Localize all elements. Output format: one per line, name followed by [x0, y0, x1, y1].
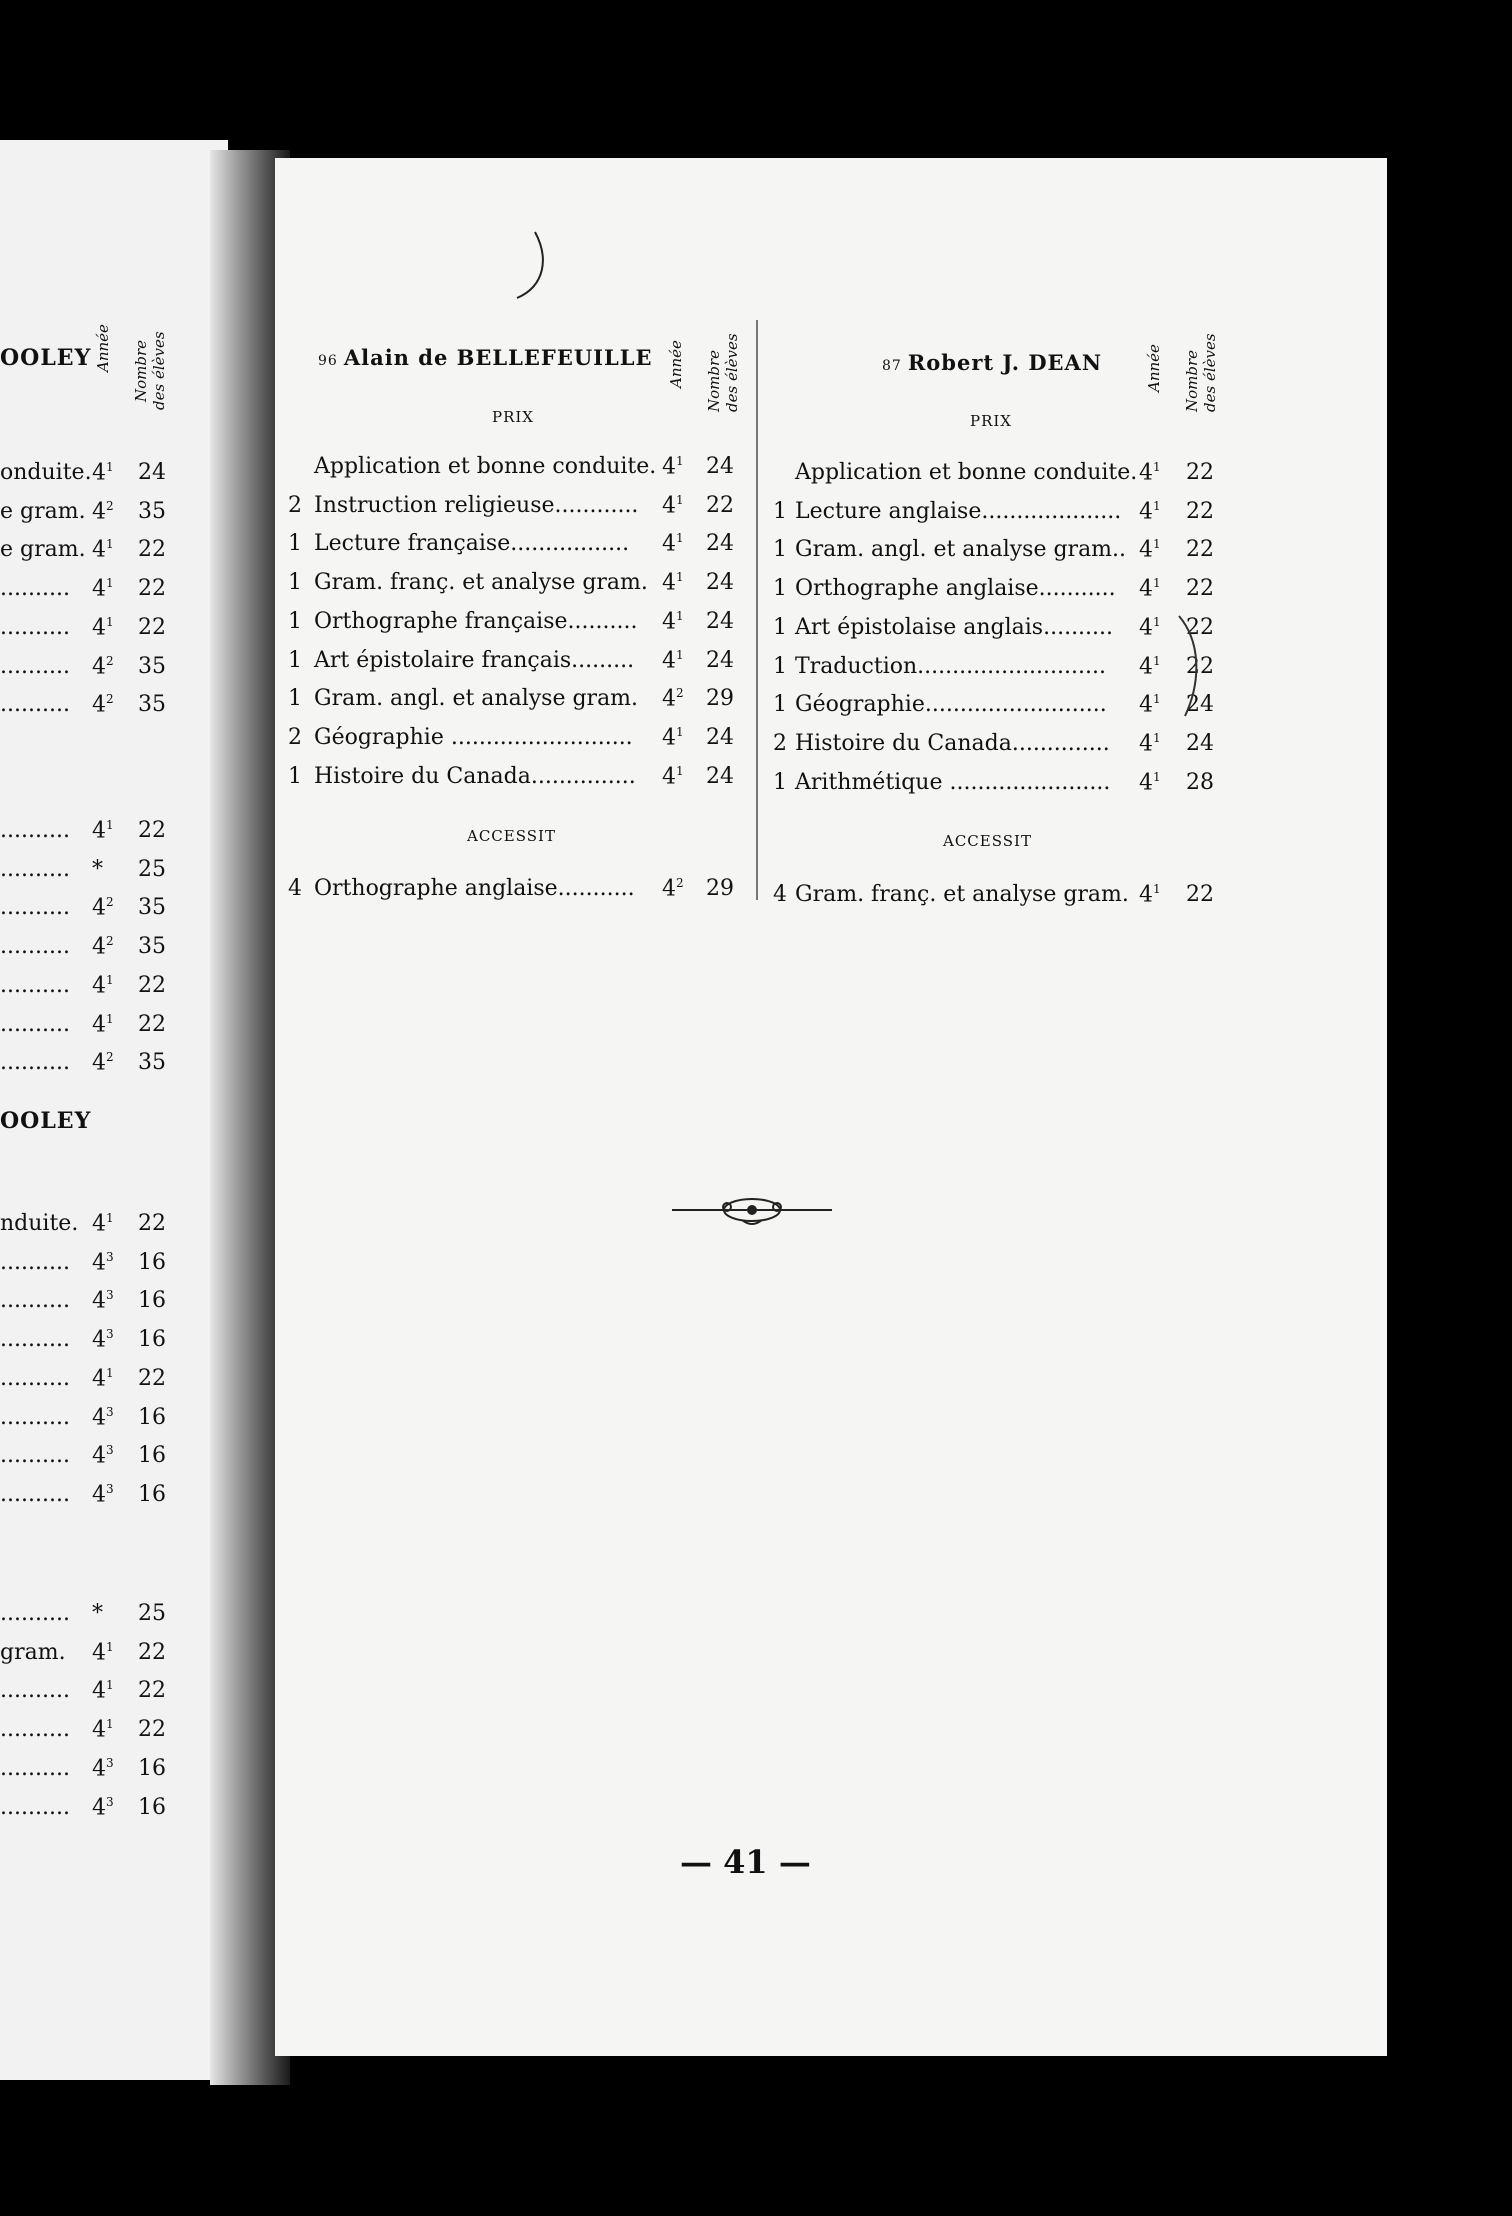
left-group4-count: 25	[138, 1601, 166, 1626]
left-group3-year-value: 4	[92, 1404, 106, 1430]
left-group1-year	[92, 692, 114, 717]
student-a-prix-year-sup: 1	[676, 492, 684, 507]
left-group3-text: ..........	[0, 1249, 70, 1275]
left-group3-year	[92, 1366, 114, 1391]
left-group3-year-value: 4	[92, 1211, 106, 1237]
student-a-prix-rank: 1	[288, 647, 302, 673]
left-group3-count: 16	[138, 1249, 166, 1275]
student-a-prix-rank: 1	[288, 763, 302, 789]
left-group1-count: 22	[138, 576, 166, 602]
left-group4-year-value: *	[92, 1601, 103, 1626]
left-group1-text: e gram.	[0, 498, 86, 524]
left-group2-text: ..........	[0, 972, 70, 998]
student-a-col-header-year: Année	[667, 340, 685, 388]
left-group3-text: ..........	[0, 1443, 70, 1469]
student-b-prix-rank: 1	[773, 537, 787, 563]
student-a-prix-subject: Lecture française.................	[314, 531, 630, 557]
student-b-prix-subject: Art épistolaise anglais..........	[795, 614, 1114, 640]
student-b-prix-year-sup: 1	[1153, 614, 1161, 629]
left-group3-year-value: 4	[92, 1482, 106, 1508]
student-b-accessit-year-value: 4	[1139, 882, 1153, 908]
student-a-prix-rank: 1	[288, 570, 302, 596]
student-a-col-header-count-2: des élèves	[723, 333, 741, 412]
left-group4-year	[92, 1756, 114, 1781]
left-group2-text: ..........	[0, 1050, 70, 1076]
left-group1-year-sup: 2	[106, 692, 114, 707]
student-b-prix-year-sup: 1	[1153, 769, 1161, 784]
left-group2-year-value: *	[92, 856, 103, 882]
column-divider	[756, 320, 758, 900]
left-group1-year	[92, 654, 114, 679]
student-b-prix-year-value: 4	[1139, 537, 1153, 563]
left-group3-year-sup: 1	[106, 1211, 114, 1225]
student-a-prix-count: 24	[706, 724, 734, 750]
student-a-prix-year-sup: 2	[676, 686, 684, 701]
student-a-prix-year	[662, 570, 684, 595]
left-group4-year	[92, 1601, 103, 1626]
student-b-prix-year	[1139, 654, 1161, 679]
student-b-prix-subject: Géographie..........................	[795, 692, 1107, 718]
left-group4-year-value: 4	[92, 1640, 106, 1666]
student-b-prix-subject: Traduction...........................	[795, 653, 1106, 679]
left-group3-year	[92, 1288, 114, 1313]
student-b-prix-rank: 1	[773, 576, 787, 602]
student-a-prix-count: 24	[706, 608, 734, 634]
student-a-prix-subject: Gram. franç. et analyse gram.	[314, 570, 648, 596]
left-group1-year	[92, 576, 114, 601]
student-a-prix-year-sup: 1	[676, 454, 684, 468]
left-group3-count: 16	[138, 1404, 166, 1430]
left-group2-year	[92, 857, 103, 882]
student-a-prix-year-value: 4	[662, 609, 676, 635]
student-a-prix-count: 22	[706, 492, 734, 518]
student-b-prix-year	[1139, 499, 1161, 524]
student-a-prix-count: 24	[706, 647, 734, 673]
student-b-prix-year-value: 4	[1139, 731, 1153, 757]
right-page	[275, 158, 1387, 2056]
left-group4-text: ..........	[0, 1601, 70, 1626]
left-group1-count: 22	[138, 614, 166, 640]
student-a-number: 96	[318, 353, 338, 369]
left-group1-year-value: 4	[92, 499, 106, 525]
left-group4-year	[92, 1640, 114, 1665]
ornament-divider-icon	[672, 1190, 832, 1230]
pen-mark	[515, 228, 555, 303]
student-b-prix-rank: 1	[773, 692, 787, 718]
left-group4-count: 22	[138, 1678, 166, 1704]
left-group1-text: ..........	[0, 692, 70, 718]
student-b-col-header-count-2: des élèves	[1201, 333, 1219, 412]
student-a-prix-year	[662, 609, 684, 634]
left-group4-count: 16	[138, 1794, 166, 1820]
left-group3-count: 22	[138, 1211, 166, 1236]
left-group1-text: ..........	[0, 614, 70, 640]
left-group3-year-value: 4	[92, 1366, 106, 1392]
pencil-bracket-mark	[1175, 612, 1215, 722]
left-group3-year-value: 4	[92, 1288, 106, 1314]
student-b-prix-year-value: 4	[1139, 460, 1153, 486]
left-group2-text: ..........	[0, 934, 70, 960]
left-group2-year-sup: 2	[106, 934, 114, 949]
student-a-name: Alain de BELLEFEUILLE	[343, 345, 653, 370]
student-a-prix-year-value: 4	[662, 763, 676, 789]
student-a-prix-subject: Application et bonne conduite.	[314, 454, 657, 479]
student-b-prix-count: 24	[1186, 730, 1214, 756]
student-b-prix-year	[1139, 537, 1161, 562]
left-group3-year	[92, 1482, 114, 1507]
student-b-prix-count: 22	[1186, 576, 1214, 602]
student-a-col-header-count-1: Nombre	[705, 349, 723, 412]
left-group3-year	[92, 1327, 114, 1352]
student-a-prix-year	[662, 686, 684, 711]
student-b-prix-subject: Application et bonne conduite.	[795, 460, 1138, 485]
student-a-prix-rank: 2	[288, 724, 302, 750]
left-group3-year-value: 4	[92, 1250, 106, 1276]
left-group1-year-value: 4	[92, 576, 106, 602]
left-group3-year-value: 4	[92, 1443, 106, 1469]
left-group3-year-sup: 3	[106, 1443, 114, 1458]
student-b-heading	[882, 350, 1102, 375]
student-a-prix-rank: 1	[288, 531, 302, 557]
left-col-header-count-1: Nombre	[132, 339, 150, 402]
left-group1-year	[92, 615, 114, 640]
left-group2-count: 22	[138, 818, 166, 843]
student-a-prix-year-sup: 1	[676, 724, 684, 739]
left-group1-year	[92, 460, 114, 485]
left-group2-year	[92, 1012, 114, 1037]
student-b-prix-year	[1139, 731, 1161, 756]
left-group3-count: 16	[138, 1481, 166, 1507]
student-b-accessit-rank: 4	[773, 882, 787, 907]
student-a-accessit-subject: Orthographe anglaise...........	[314, 876, 635, 901]
left-group3-text: nduite.	[0, 1211, 79, 1236]
left-group4-year-sup: 3	[106, 1755, 114, 1770]
student-b-prix-year	[1139, 615, 1161, 640]
left-group3-year	[92, 1250, 114, 1275]
student-a-prix-rank: 2	[288, 492, 302, 518]
left-group3-year-sup: 3	[106, 1249, 114, 1264]
left-group3-year	[92, 1443, 114, 1468]
student-a-prix-subject: Gram. angl. et analyse gram.	[314, 686, 639, 712]
left-group2-year-sup: 1	[106, 818, 114, 832]
student-a-accessit-count: 29	[706, 876, 734, 901]
student-a-accessit-year-sup: 2	[676, 876, 684, 890]
left-group2-year-value: 4	[92, 934, 106, 960]
left-group3-count: 16	[138, 1288, 166, 1314]
left-group4-text: ..........	[0, 1717, 70, 1743]
left-group3-text: ..........	[0, 1288, 70, 1314]
student-b-prix-year	[1139, 692, 1161, 717]
student-a-prix-year-value: 4	[662, 531, 676, 557]
page-number: — 41 —	[680, 1843, 811, 1881]
student-b-prix-label: PRIX	[970, 412, 1012, 430]
student-b-prix-subject: Lecture anglaise....................	[795, 498, 1122, 524]
student-b-number: 87	[882, 358, 902, 374]
student-b-prix-rank: 1	[773, 498, 787, 524]
student-a-prix-year-sup: 1	[676, 763, 684, 778]
left-group2-year-sup: 2	[106, 895, 114, 910]
left-group4-year-value: 4	[92, 1717, 106, 1743]
left-group1-year-value: 4	[92, 537, 106, 563]
student-b-prix-subject: Gram. angl. et analyse gram..	[795, 537, 1127, 563]
left-group2-text: ..........	[0, 895, 70, 921]
student-b-prix-year-value: 4	[1139, 576, 1153, 602]
student-b-prix-rank: 1	[773, 653, 787, 679]
left-group1-count: 22	[138, 537, 166, 563]
left-group3-text: ..........	[0, 1365, 70, 1391]
left-group3-count: 16	[138, 1327, 166, 1353]
student-a-prix-year-value: 4	[662, 647, 676, 673]
left-group2-year-sup: 1	[106, 972, 114, 987]
student-a-prix-year-value: 4	[662, 570, 676, 596]
left-group3-year-sup: 1	[106, 1365, 114, 1380]
student-a-prix-subject: Géographie ..........................	[314, 724, 633, 750]
student-b-prix-year-value: 4	[1139, 499, 1153, 525]
left-group3-year	[92, 1405, 114, 1430]
left-group3-year-sup: 3	[106, 1481, 114, 1496]
left-group3-text: ..........	[0, 1404, 70, 1430]
student-a-heading	[318, 345, 653, 370]
left-group4-year-sup: 1	[106, 1678, 114, 1693]
left-group3-text: ..........	[0, 1481, 70, 1507]
left-group1-year-sup: 1	[106, 576, 114, 591]
student-b-prix-count: 28	[1186, 769, 1214, 795]
student-a-prix-count: 29	[706, 686, 734, 712]
student-b-prix-year	[1139, 460, 1161, 485]
left-group2-count: 22	[138, 972, 166, 998]
student-a-prix-count: 24	[706, 763, 734, 789]
left-group2-year	[92, 934, 114, 959]
left-group4-text: ..........	[0, 1678, 70, 1704]
left-group3-count: 16	[138, 1443, 166, 1469]
left-group2-year-value: 4	[92, 1050, 106, 1076]
student-b-prix-year-sup: 1	[1153, 576, 1161, 591]
left-group2-text: ..........	[0, 818, 70, 843]
left-group3-year-sup: 3	[106, 1404, 114, 1419]
student-b-prix-rank: 1	[773, 614, 787, 640]
left-group4-year-sup: 1	[106, 1639, 114, 1654]
left-group3-year-sup: 3	[106, 1327, 114, 1342]
student-a-prix-year	[662, 725, 684, 750]
left-group1-year-value: 4	[92, 692, 106, 718]
student-a-prix-count: 24	[706, 454, 734, 479]
left-group3-year-sup: 3	[106, 1288, 114, 1303]
student-a-prix-year-value: 4	[662, 725, 676, 751]
left-group2-year-value: 4	[92, 895, 106, 921]
student-b-accessit-year	[1139, 882, 1161, 907]
student-b-accessit-count: 22	[1186, 882, 1214, 907]
student-a-prix-year-value: 4	[662, 454, 676, 480]
left-group2-count: 35	[138, 934, 166, 960]
left-title-mid: OOLEY	[0, 1108, 92, 1134]
left-group4-year	[92, 1795, 114, 1820]
student-b-prix-rank: 1	[773, 769, 787, 795]
left-group2-year	[92, 973, 114, 998]
left-group2-year-sup: 2	[106, 1050, 114, 1065]
left-group2-count: 35	[138, 895, 166, 921]
student-a-prix-year	[662, 493, 684, 518]
left-group4-text: gram.	[0, 1639, 66, 1665]
left-group4-text: ..........	[0, 1755, 70, 1781]
left-group4-count: 22	[138, 1717, 166, 1743]
student-a-prix-label: PRIX	[492, 408, 534, 426]
student-b-prix-count: 24	[1186, 692, 1214, 718]
left-group4-year-sup: 3	[106, 1794, 114, 1809]
student-b-prix-year-sup: 1	[1153, 498, 1161, 513]
left-group1-text: ..........	[0, 653, 70, 679]
left-group3-text: ..........	[0, 1327, 70, 1353]
student-b-prix-count: 22	[1186, 537, 1214, 563]
student-b-prix-count: 22	[1186, 614, 1214, 640]
student-b-col-header-count-1: Nombre	[1183, 349, 1201, 412]
left-group1-text: onduite.	[0, 460, 92, 485]
left-group1-count: 35	[138, 653, 166, 679]
student-b-prix-year-sup: 1	[1153, 537, 1161, 552]
left-group1-count: 35	[138, 498, 166, 524]
left-group4-year	[92, 1678, 114, 1703]
student-b-accessit-subject: Gram. franç. et analyse gram.	[795, 882, 1129, 907]
student-b-prix-year	[1139, 576, 1161, 601]
left-group1-year-sup: 1	[106, 614, 114, 629]
student-a-prix-subject: Art épistolaire français.........	[314, 647, 635, 673]
left-group4-year-value: 4	[92, 1794, 106, 1820]
student-b-accessit-label: ACCESSIT	[943, 832, 1032, 850]
left-group1-text: e gram.	[0, 537, 86, 563]
student-a-prix-year-value: 4	[662, 686, 676, 712]
student-b-prix-subject: Arithmétique .......................	[795, 769, 1111, 795]
student-a-accessit-label: ACCESSIT	[467, 827, 556, 845]
student-b-col-header-year: Année	[1145, 344, 1163, 392]
student-b-prix-year-sup: 1	[1153, 653, 1161, 668]
left-group1-count: 35	[138, 692, 166, 718]
left-group2-year-value: 4	[92, 973, 106, 999]
left-group2-text: ..........	[0, 856, 70, 882]
student-b-name: Robert J. DEAN	[907, 350, 1103, 375]
student-b-prix-year-value: 4	[1139, 692, 1153, 718]
student-a-prix-year-sup: 1	[676, 647, 684, 662]
left-title-top: OOLEY	[0, 345, 92, 371]
student-b-prix-count: 22	[1186, 498, 1214, 524]
student-a-prix-year	[662, 454, 684, 479]
student-b-prix-year-sup: 1	[1153, 692, 1161, 707]
left-group1-year-sup: 2	[106, 498, 114, 513]
student-a-accessit-year-value: 4	[662, 876, 676, 902]
student-a-prix-year-value: 4	[662, 493, 676, 519]
student-b-prix-year-value: 4	[1139, 615, 1153, 641]
student-a-accessit-rank: 4	[288, 876, 302, 901]
left-group1-year	[92, 499, 114, 524]
student-b-prix-year-value: 4	[1139, 653, 1153, 679]
left-group3-year	[92, 1211, 114, 1236]
student-b-prix-year-sup: 1	[1153, 730, 1161, 745]
left-group2-year	[92, 818, 114, 843]
left-group2-year	[92, 895, 114, 920]
student-b-prix-year-value: 4	[1139, 769, 1153, 795]
student-b-prix-subject: Histoire du Canada..............	[795, 730, 1110, 756]
student-a-prix-subject: Histoire du Canada...............	[314, 763, 636, 789]
student-a-accessit-year	[662, 876, 684, 901]
student-b-prix-year	[1139, 770, 1161, 795]
student-b-prix-subject: Orthographe anglaise...........	[795, 576, 1116, 602]
left-group2-count: 22	[138, 1011, 166, 1037]
student-a-prix-count: 24	[706, 531, 734, 557]
student-a-prix-subject: Orthographe française..........	[314, 608, 638, 634]
left-group3-count: 22	[138, 1365, 166, 1391]
left-group2-text: ..........	[0, 1011, 70, 1037]
left-group4-count: 22	[138, 1639, 166, 1665]
student-a-prix-count: 24	[706, 570, 734, 596]
left-group1-count: 24	[138, 460, 166, 485]
left-group4-year	[92, 1717, 114, 1742]
left-group2-year-sup: 1	[106, 1011, 114, 1026]
student-a-prix-subject: Instruction religieuse............	[314, 492, 639, 518]
left-group1-year-sup: 1	[106, 460, 114, 474]
left-group1-year-sup: 2	[106, 653, 114, 668]
left-group1-year-value: 4	[92, 653, 106, 679]
left-group2-year-value: 4	[92, 1011, 106, 1037]
student-a-prix-year-sup: 1	[676, 608, 684, 623]
left-group4-count: 16	[138, 1755, 166, 1781]
student-a-prix-year	[662, 531, 684, 556]
student-a-prix-year	[662, 648, 684, 673]
left-group4-year-value: 4	[92, 1678, 106, 1704]
left-group1-year	[92, 537, 114, 562]
left-group4-text: ..........	[0, 1794, 70, 1820]
student-a-prix-year	[662, 764, 684, 789]
student-b-accessit-year-sup: 1	[1153, 882, 1161, 896]
left-col-header-year: Année	[94, 324, 112, 372]
left-group1-year-sup: 1	[106, 537, 114, 552]
left-group3-year-value: 4	[92, 1327, 106, 1353]
student-a-prix-year-sup: 1	[676, 570, 684, 585]
left-group4-year-value: 4	[92, 1756, 106, 1782]
student-a-prix-rank: 1	[288, 686, 302, 712]
left-group4-year-sup: 1	[106, 1717, 114, 1732]
left-group1-year-value: 4	[92, 615, 106, 641]
student-b-prix-count: 22	[1186, 653, 1214, 679]
left-col-header-count-2: des élèves	[150, 331, 168, 410]
left-group1-text: ..........	[0, 576, 70, 602]
student-a-prix-rank: 1	[288, 608, 302, 634]
left-group2-year	[92, 1050, 114, 1075]
left-group2-count: 35	[138, 1050, 166, 1076]
left-group1-year-value: 4	[92, 460, 106, 486]
student-b-prix-rank: 2	[773, 730, 787, 756]
student-b-prix-count: 22	[1186, 460, 1214, 485]
left-group2-year-value: 4	[92, 818, 106, 844]
student-b-prix-year-sup: 1	[1153, 460, 1161, 474]
student-a-prix-year-sup: 1	[676, 531, 684, 546]
left-group2-count: 25	[138, 856, 166, 882]
